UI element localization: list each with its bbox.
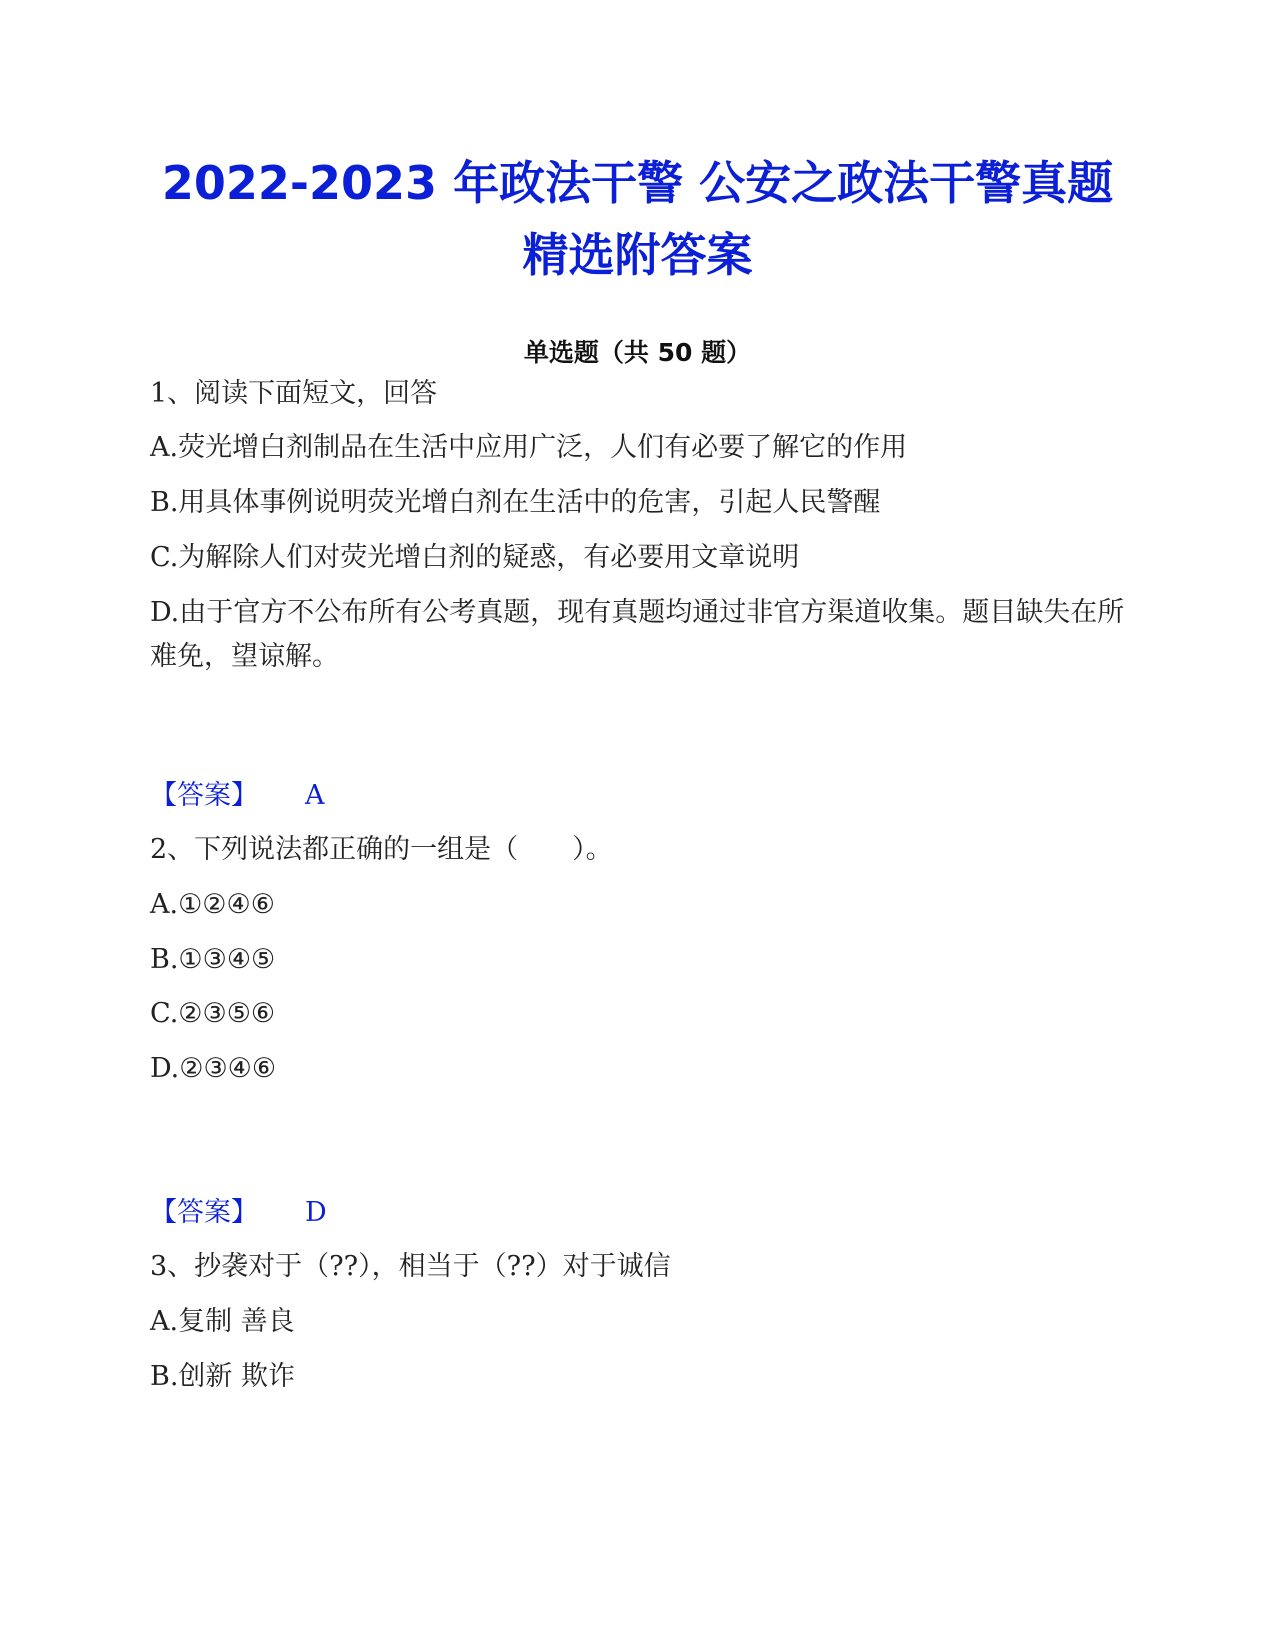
question-3-option-b: B.创新 欺诈 xyxy=(150,1361,296,1392)
section-heading: 单选题（共 50 题） xyxy=(523,338,752,367)
question-2-stem: 2、下列说法都正确的一组是（ ）。 xyxy=(150,834,613,865)
document-title-line-2: 精选附答案 xyxy=(522,228,753,282)
document-title-line-1: 2022-2023 年政法干警 公安之政法干警真题 xyxy=(161,156,1114,210)
question-1-option-a: A.荧光增白剂制品在生活中应用广泛，人们有必要了解它的作用 xyxy=(150,432,908,463)
question-1-stem: 1、阅读下面短文，回答 xyxy=(150,378,438,409)
question-1-option-c: C.为解除人们对荧光增白剂的疑惑，有必要用文章说明 xyxy=(150,542,800,573)
question-2-answer xyxy=(150,1193,327,1233)
answer-value: A xyxy=(305,780,325,811)
question-2-option-b: B.①③④⑤ xyxy=(150,944,276,975)
question-2-option-c: C.②③⑤⑥ xyxy=(150,998,276,1029)
question-3-option-a: A.复制 善良 xyxy=(150,1306,295,1337)
question-1-option-d: D.由于官方不公布所有公考真题，现有真题均通过非官方渠道收集。题目缺失在所难免，望谅解。 xyxy=(150,597,1125,672)
answer-label: 【答案】 xyxy=(150,1197,258,1228)
question-3-stem: 3、抄袭对于（??），相当于（??）对于诚信 xyxy=(150,1251,671,1282)
question-2-option-d: D.②③④⑥ xyxy=(150,1053,277,1084)
answer-label: 【答案】 xyxy=(150,780,258,811)
answer-value: D xyxy=(305,1197,327,1228)
question-2-option-a: A.①②④⑥ xyxy=(150,889,275,920)
question-1-option-b: B.用具体事例说明荧光增白剂在生活中的危害，引起人民警醒 xyxy=(150,487,881,518)
question-1-answer xyxy=(150,776,325,816)
